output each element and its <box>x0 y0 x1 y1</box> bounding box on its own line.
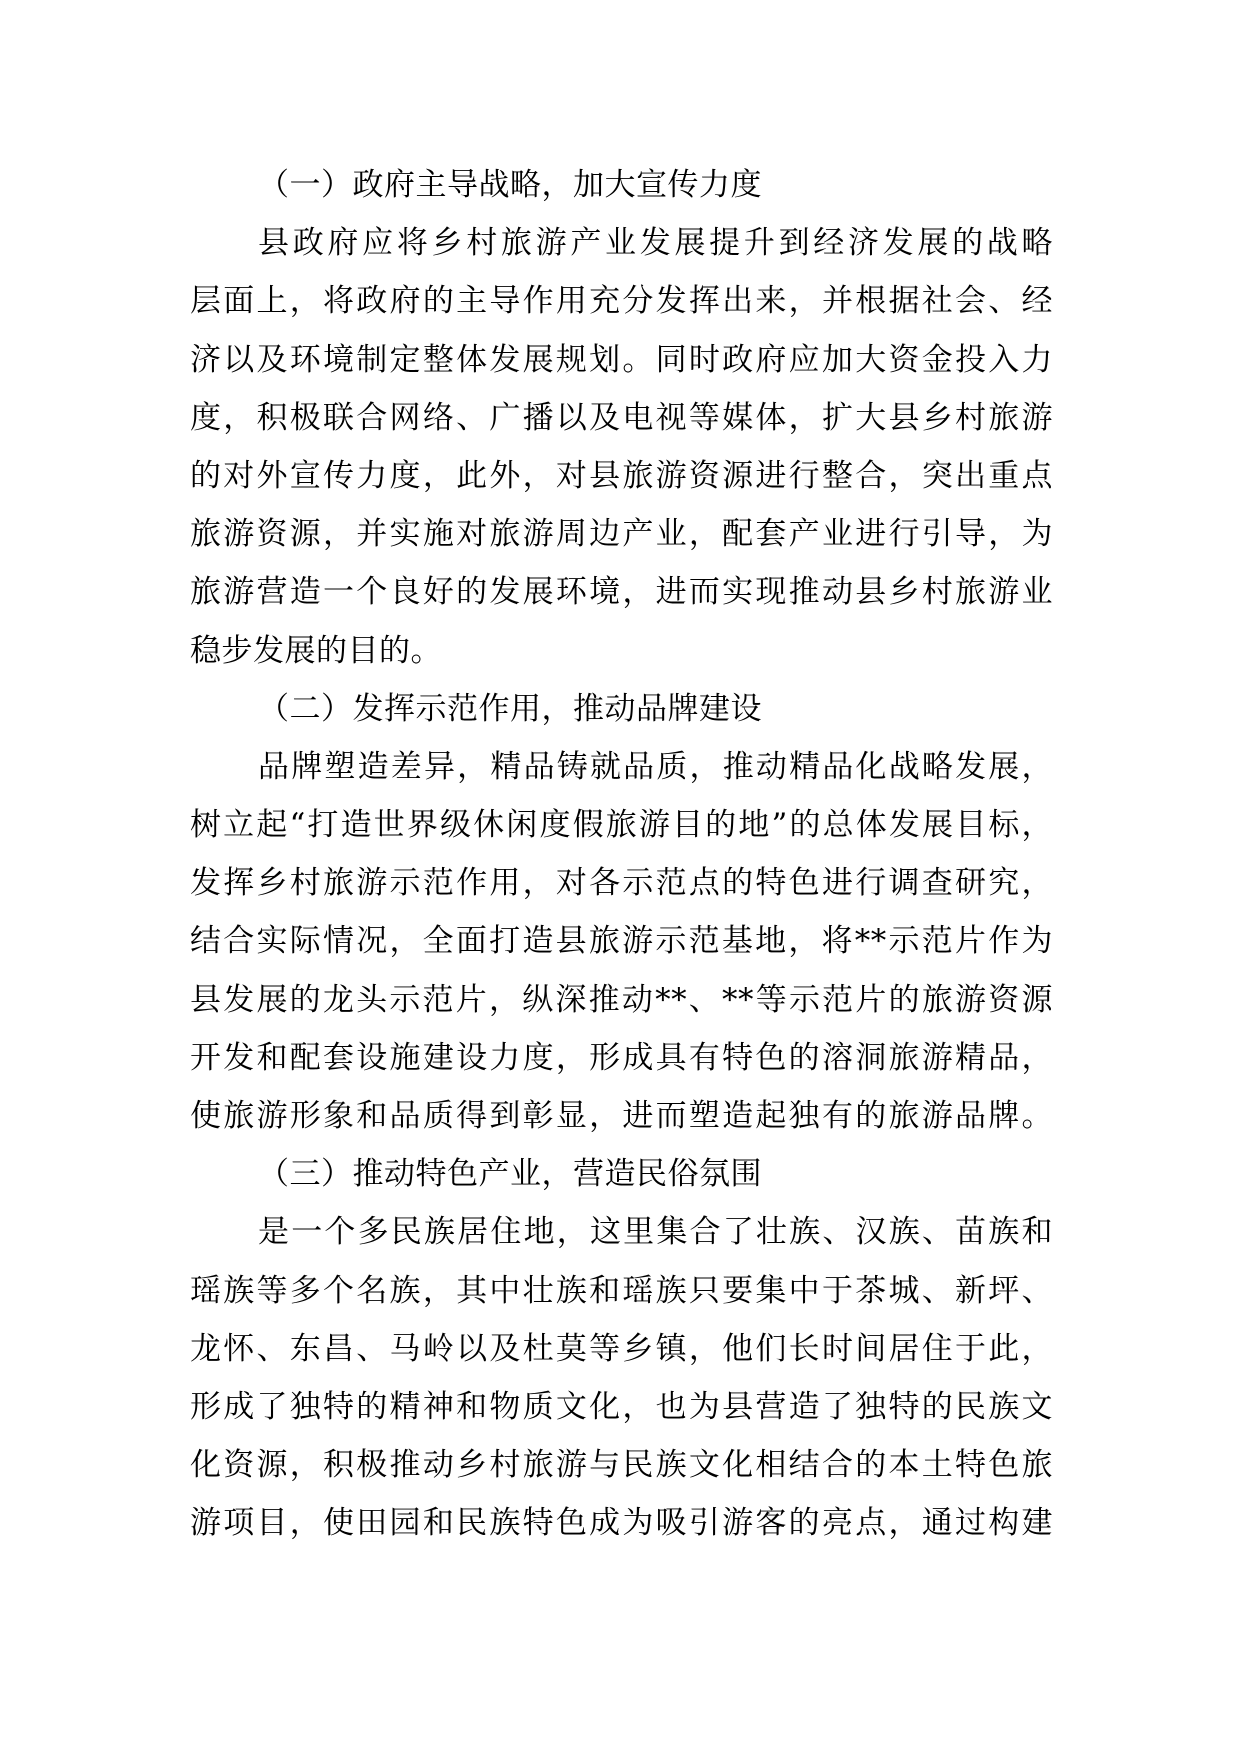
paragraph-line: 开发和配套设施建设力度，形成具有特色的溶洞旅游精品， <box>190 1039 1053 1076</box>
paragraph-line: 树立起“打造世界级休闲度假旅游目的地”的总体发展目标， <box>190 807 1053 844</box>
paragraph-line: 化资源，积极推动乡村旅游与民族文化相结合的本土特色旅 <box>190 1447 1053 1484</box>
paragraph-line: 稳步发展的目的。 <box>190 632 442 669</box>
paragraph-line: 是一个多民族居住地，这里集合了壮族、汉族、苗族和 <box>258 1214 1053 1251</box>
paragraph-line: 瑶族等多个名族，其中壮族和瑶族只要集中于茶城、新坪、 <box>190 1272 1053 1309</box>
paragraph-line: 使旅游形象和品质得到彰显，进而塑造起独有的旅游品牌。 <box>190 1098 1053 1134</box>
paragraph-line: 旅游资源，并实施对旅游周边产业，配套产业进行引导，为 <box>190 516 1053 553</box>
section-heading: （一）政府主导战略，加大宣传力度 <box>258 167 762 203</box>
paragraph-line: 县发展的龙头示范片，纵深推动**、**等示范片的旅游资源 <box>190 981 1053 1018</box>
paragraph-line: 品牌塑造差异，精品铸就品质，推动精品化战略发展， <box>258 748 1053 785</box>
paragraph-line: 层面上，将政府的主导作用充分发挥出来，并根据社会、经 <box>190 283 1053 320</box>
paragraph-line: 龙怀、东昌、马岭以及杜莫等乡镇，他们长时间居住于此， <box>190 1330 1053 1367</box>
paragraph-line: 县政府应将乡村旅游产业发展提升到经济发展的战略 <box>258 225 1053 262</box>
paragraph-line: 度，积极联合网络、广播以及电视等媒体，扩大县乡村旅游 <box>190 399 1053 436</box>
paragraph-line: 济以及环境制定整体发展规划。同时政府应加大资金投入力 <box>190 341 1053 378</box>
paragraph-line: 形成了独特的精神和物质文化，也为县营造了独特的民族文 <box>190 1388 1053 1425</box>
paragraph-line: 旅游营造一个良好的发展环境，进而实现推动县乡村旅游业 <box>190 574 1053 611</box>
section-heading: （二）发挥示范作用，推动品牌建设 <box>258 690 762 727</box>
section-heading: （三）推动特色产业，营造民俗氛围 <box>258 1156 762 1193</box>
paragraph-line: 结合实际情况，全面打造县旅游示范基地，将**示范片作为 <box>190 923 1053 960</box>
paragraph-line: 发挥乡村旅游示范作用，对各示范点的特色进行调查研究， <box>190 865 1053 902</box>
paragraph-line: 的对外宣传力度，此外，对县旅游资源进行整合，突出重点 <box>190 457 1053 494</box>
paragraph-line: 游项目，使田园和民族特色成为吸引游客的亮点，通过构建 <box>190 1505 1053 1542</box>
document-body <box>190 156 1053 1553</box>
